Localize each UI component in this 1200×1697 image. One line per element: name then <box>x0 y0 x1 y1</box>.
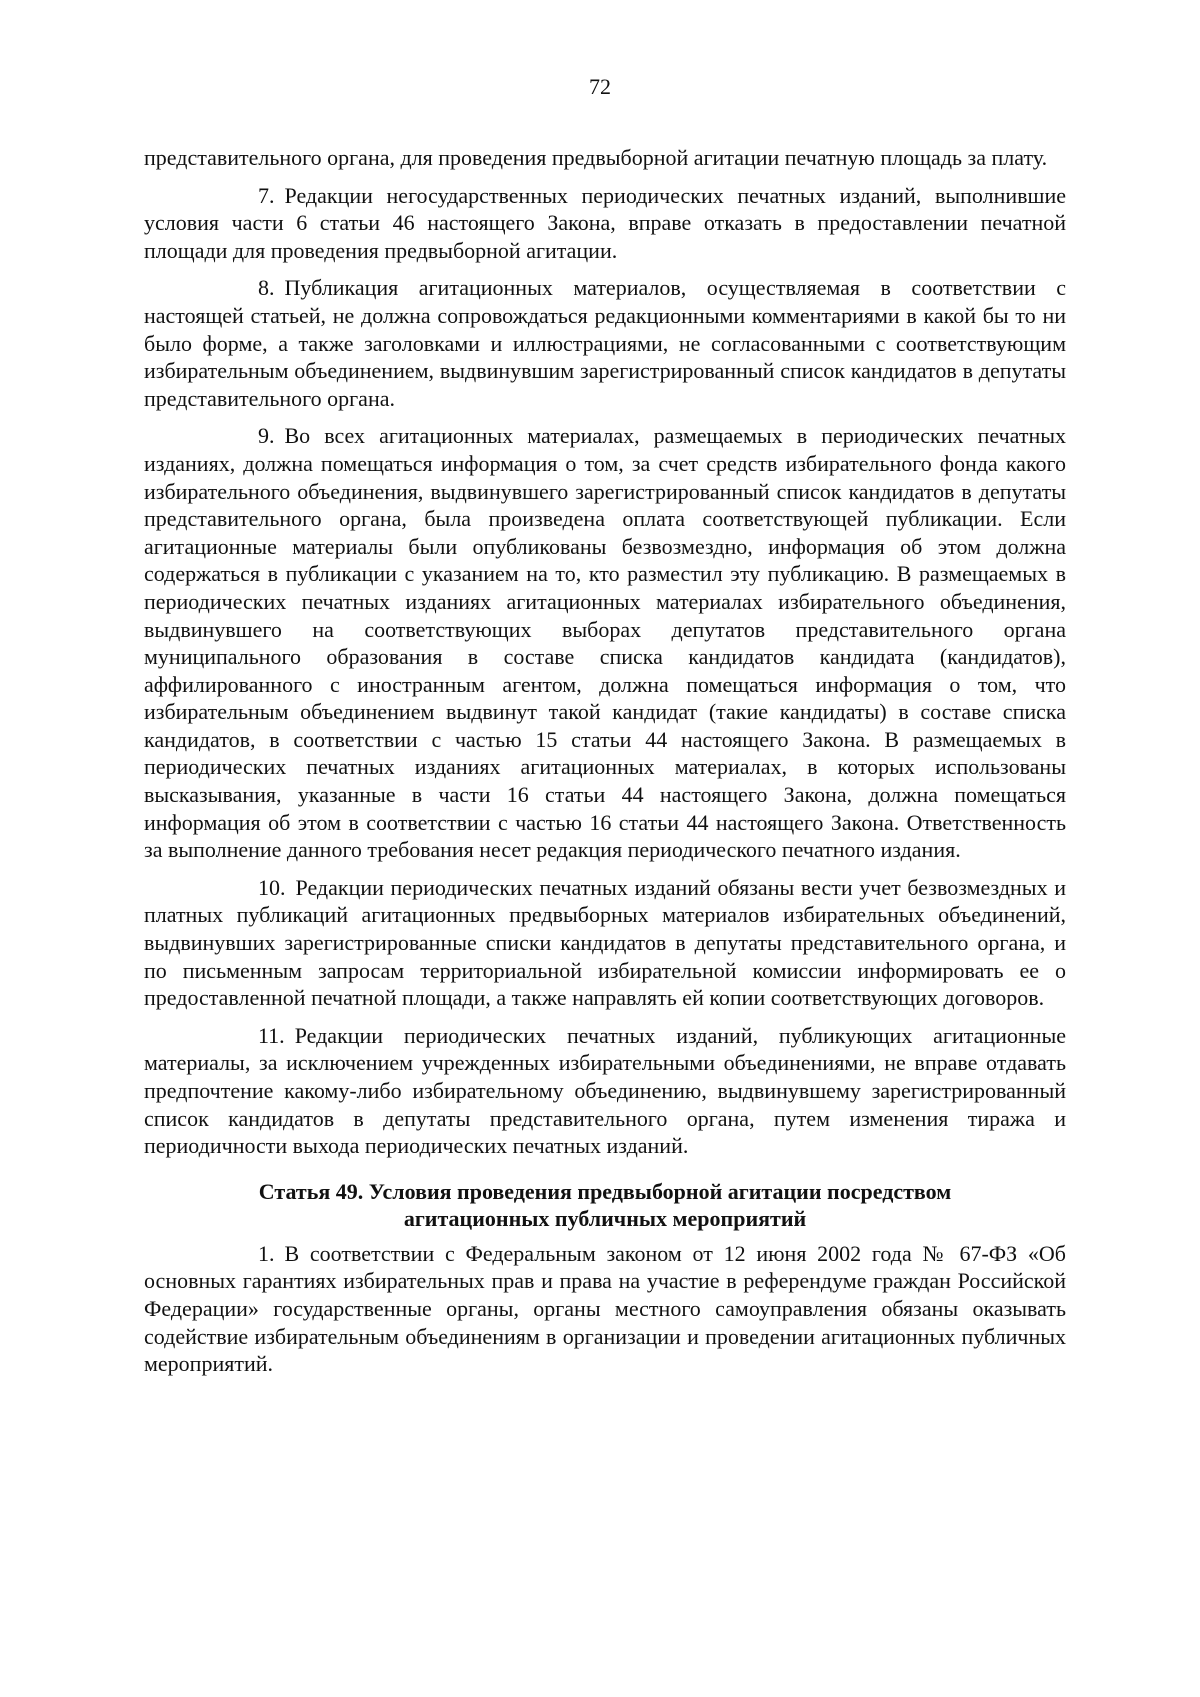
paragraph-text: Во всех агитационных материалах, размещаемых в периодических печатных изданиях, должна помещаться информация о том, за счет средств избирательного фонда какого избирательного объединения, выдвинувшего зарегистрированный список кандидатов в депутаты представительного органа, была произведена оплата соответствующей публикации. Если агитационные материалы были опубликованы безвозмездно, информация об этом должна содержаться в публикации с указанием на то, кто разместил эту публикацию. В размещаемых в периодических печатных изданиях агитационных материалах избирательного объединения, выдвинувшего на соответствующих выборах депутатов представительного органа муниципального образования в составе списка кандидатов кандидата (кандидатов), аффилированного с иностранным агентом, должна помещаться информация о том, что избирательным объединением выдвинут такой кандидат (такие кандидаты) в составе списка кандидатов, в соответствии с частью 15 статьи 44 настоящего Закона. В размещаемых в периодических печатных изданиях агитационных материалах, в которых использованы высказывания, указанные в части 16 статьи 44 настоящего Закона, должна помещаться информация об этом в соответствии с частью 16 статьи 44 настоящего Закона. Ответственность за выполнение данного требования несет редакция периодического печатного издания. <box>144 423 1066 863</box>
paragraph-text: Редакции негосударственных периодических печатных изданий, выполнившие условия части 6 статьи 46 настоящего Закона, вправе отказать в предоставлении печатной площади для проведения предвыборной агитации. <box>144 182 1066 263</box>
paragraph-number: 1. <box>258 1240 275 1266</box>
document-body <box>144 144 1066 1388</box>
paragraph-9 <box>144 422 1066 864</box>
paragraph-11 <box>144 1022 1066 1160</box>
page-number: 72 <box>589 74 611 99</box>
article-heading-line2: агитационных публичных мероприятий <box>403 1205 807 1231</box>
intro-paragraph: представительного органа, для проведения предвыборной агитации печатную площадь за плату. <box>144 145 1048 170</box>
paragraph-text: Публикация агитационных материалов, осуществляемая в соответствии с настоящей статьей, не должна сопровождаться редакционными комментариями в какой бы то ни было форме, а также заголовками и иллюстрациями, не согласованными с соответствующим избирательным объединением, выдвинувшим зарегистрированный список кандидатов в депутаты представительного органа. <box>144 275 1066 411</box>
paragraph-text: Редакции периодических печатных изданий обязаны вести учет безвозмездных и платных публикаций агитационных предвыборных материалов избирательных объединений, выдвинувших зарегистрированные списки кандидатов в депутаты представительного органа, и по письменным запросам территориальной избирательной комиссии информировать ее о предоставленной печатной площади, а также направлять ей копии соответствующих договоров. <box>144 874 1066 1011</box>
paragraph-number: 10. <box>258 874 286 900</box>
article-paragraph-1 <box>144 1240 1066 1378</box>
paragraph-7 <box>144 182 1066 265</box>
article-heading-line1: Статья 49. Условия проведения предвыборной агитации посредством <box>258 1178 952 1204</box>
paragraph-8 <box>144 274 1066 412</box>
paragraph-number: 8. <box>258 275 275 301</box>
paragraph-text: Редакции периодических печатных изданий, публикующих агитационные материалы, за исключением учрежденных избирательными объединениями, не вправе отдавать предпочтение какому-либо избирательному объединению, выдвинувшему зарегистрированный список кандидатов в депутаты представительного органа, путем изменения тиража и периодичности выхода периодических печатных изданий. <box>144 1022 1066 1159</box>
article-heading <box>144 1178 1066 1232</box>
paragraph-text: В соответствии с Федеральным законом от 12 июня 2002 года № 67-ФЗ «Об основных гарантиях избирательных прав и права на участие в референдуме граждан Российской Федерации» государственные органы, органы местного самоуправления обязаны оказывать содействие избирательным объединениям в организации и проведении агитационных публичных мероприятий. <box>144 1240 1066 1377</box>
paragraph-10 <box>144 874 1066 1012</box>
paragraph-number: 7. <box>258 182 275 208</box>
paragraph-number: 9. <box>258 423 275 449</box>
paragraph-number: 11. <box>258 1022 285 1048</box>
